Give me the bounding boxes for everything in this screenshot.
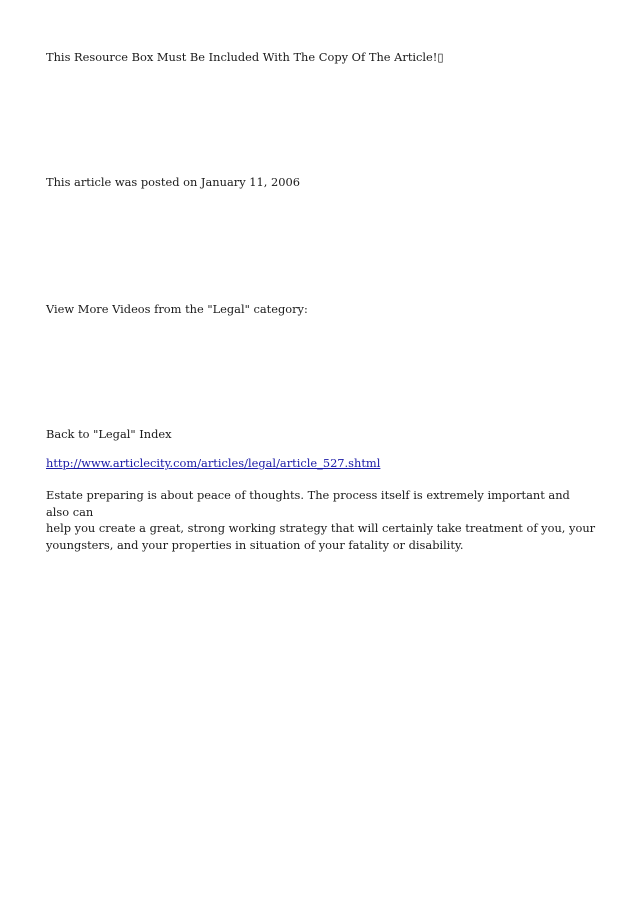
article-url-link[interactable]: http://www.articlecity.com/articles/legal/article_527.shtml <box>46 456 381 470</box>
back-to-index-line: Back to "Legal" Index <box>46 427 172 441</box>
resource-notice-text: This Resource Box Must Be Included With The Copy Of The Article! <box>46 50 438 64</box>
body-line: help you create a great, strong working strategy that will certainly take treatment of you, your <box>46 521 596 535</box>
body-paragraph <box>46 487 596 553</box>
article-url-line <box>46 456 380 471</box>
missing-glyph-box: ▯ <box>437 50 444 64</box>
view-more-videos-line: View More Videos from the "Legal" category: <box>46 302 308 316</box>
body-line: youngsters, and your properties in situation of your fatality or disability. <box>46 537 464 552</box>
posted-date-line: This article was posted on January 11, 2006 <box>46 175 300 189</box>
body-line: Estate preparing is about peace of thoughts. The process itself is extremely important and also can <box>46 488 570 519</box>
resource-box-notice <box>46 50 444 65</box>
